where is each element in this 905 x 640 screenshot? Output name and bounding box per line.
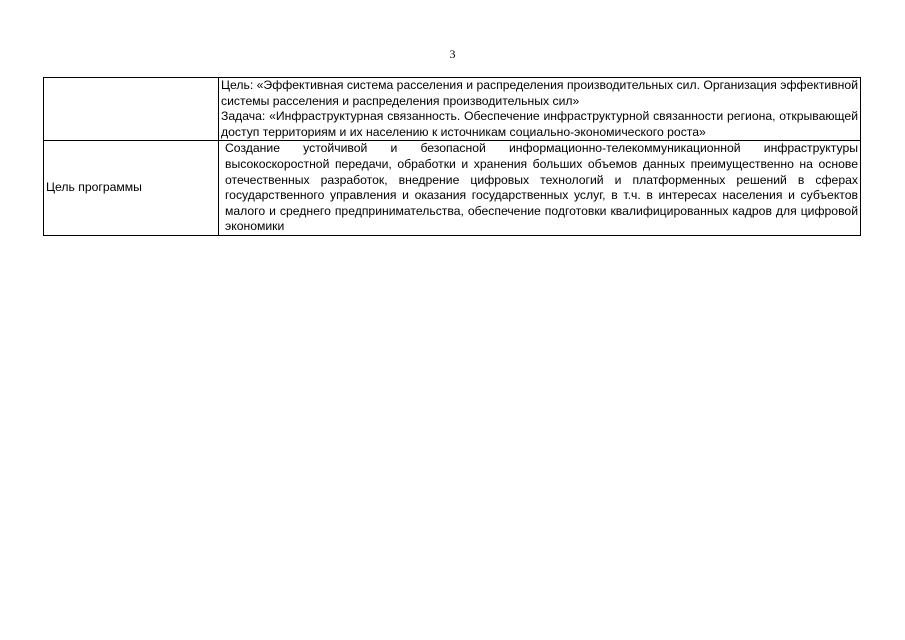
row-text-cell — [219, 141, 861, 236]
row-text-cell — [219, 78, 861, 141]
table-row — [44, 78, 861, 141]
goal-paragraph: Цель: «Эффективная система расселения и распределения производительных сил. Организация эффективной системы расселения и распределения производительных сил» — [221, 78, 858, 108]
task-paragraph: Задача: «Инфраструктурная связанность. Обеспечение инфраструктурной связанности региона, открывающей доступ территориям и их населению к источникам социально-экономического роста» — [221, 109, 858, 139]
page-number: 3 — [449, 47, 456, 61]
table-row — [44, 141, 861, 236]
row-label-cell: Цель программы — [44, 141, 219, 236]
row-label-cell — [44, 78, 219, 141]
program-table — [43, 77, 861, 236]
program-goal-paragraph: Создание устойчивой и безопасной информационно-телекоммуникационной инфраструктуры высокоскоростной передачи, обработки и хранения больших объемов данных преимущественно на основе отечественных разработок, внедрение цифровых технологий и платформенных решений в сферах государственного управления и оказания государственных услуг, в т.ч. в интересах населения и субъектов малого и среднего предпринимательства, обеспечение подготовки квалифицированных кадров для цифровой экономики — [225, 141, 858, 234]
